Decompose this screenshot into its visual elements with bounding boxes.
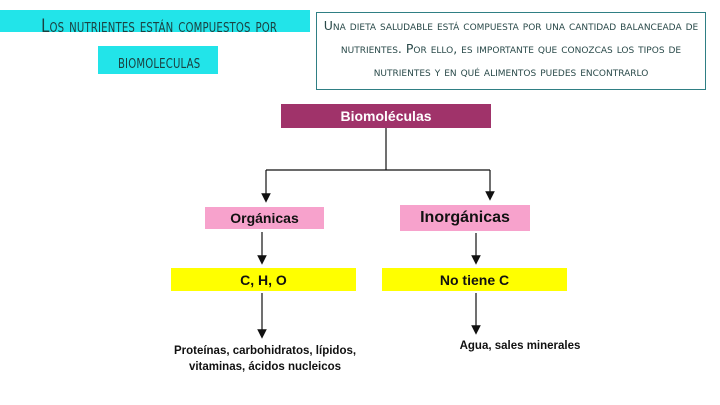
root-node-biomoleculas: Biomoléculas <box>281 104 491 128</box>
node-organicas: Orgánicas <box>205 207 324 229</box>
title-line-1: Los nutrientes están compuestos por <box>41 15 278 37</box>
organic-examples <box>160 343 370 375</box>
node-no-carbon: No tiene C <box>382 268 567 291</box>
node-elements-cho: C, H, O <box>171 268 356 291</box>
node-inorganicas: Inorgánicas <box>400 205 530 231</box>
title-line-2: biomoleculas <box>117 51 201 73</box>
inorganic-examples: Agua, sales minerales <box>459 340 581 352</box>
organic-examples-line-1: Proteínas, carbohidratos, lípidos, <box>173 345 357 357</box>
organic-examples-line-2: vitaminas, ácidos nucleicos <box>188 361 342 373</box>
description-line-2: nutrientes. Por ello, es importante que conozcas los tipos de <box>340 41 682 56</box>
description-line-3: nutrientes y en qué alimentos puedes encontrarlo <box>373 64 649 79</box>
description-line-1: Una dieta saludable está compuesta por una cantidad balanceada de <box>323 18 699 33</box>
